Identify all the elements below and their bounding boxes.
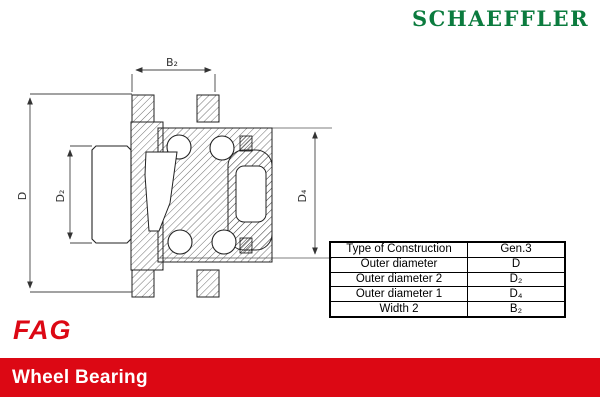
dim-label-d: D [16, 191, 29, 201]
dimension-b2 [132, 70, 215, 92]
footer-bar [0, 358, 600, 397]
spec-label: Width 2 [330, 302, 468, 317]
spec-table [329, 241, 566, 318]
page-title: Wheel Bearing [12, 366, 148, 388]
spec-label: Type of Construction [330, 242, 468, 257]
spec-value: D₄ [468, 287, 566, 302]
table-row [330, 242, 565, 257]
spec-label: Outer diameter 2 [330, 272, 468, 287]
dim-label-d4: D₄ [296, 189, 309, 203]
table-row [330, 272, 565, 287]
spec-label: Outer diameter [330, 257, 468, 272]
dim-label-b2: B₂ [166, 56, 178, 69]
schaeffler-logo: SCHAEFFLER [412, 6, 590, 31]
spec-value: D₂ [468, 272, 566, 287]
outer-ring-bore [236, 166, 266, 222]
fag-logo: FAG [13, 315, 72, 345]
wheel-pilot [92, 146, 131, 243]
dimension-d2 [70, 146, 92, 243]
spec-value: B₂ [468, 302, 566, 317]
spec-label: Outer diameter 1 [330, 287, 468, 302]
technical-drawing [0, 0, 345, 320]
dim-label-d2: D₂ [54, 189, 67, 203]
table-row [330, 287, 565, 302]
table-row [330, 257, 565, 272]
spec-value: D [468, 257, 566, 272]
spec-value: Gen.3 [468, 242, 566, 257]
table-row [330, 302, 565, 317]
